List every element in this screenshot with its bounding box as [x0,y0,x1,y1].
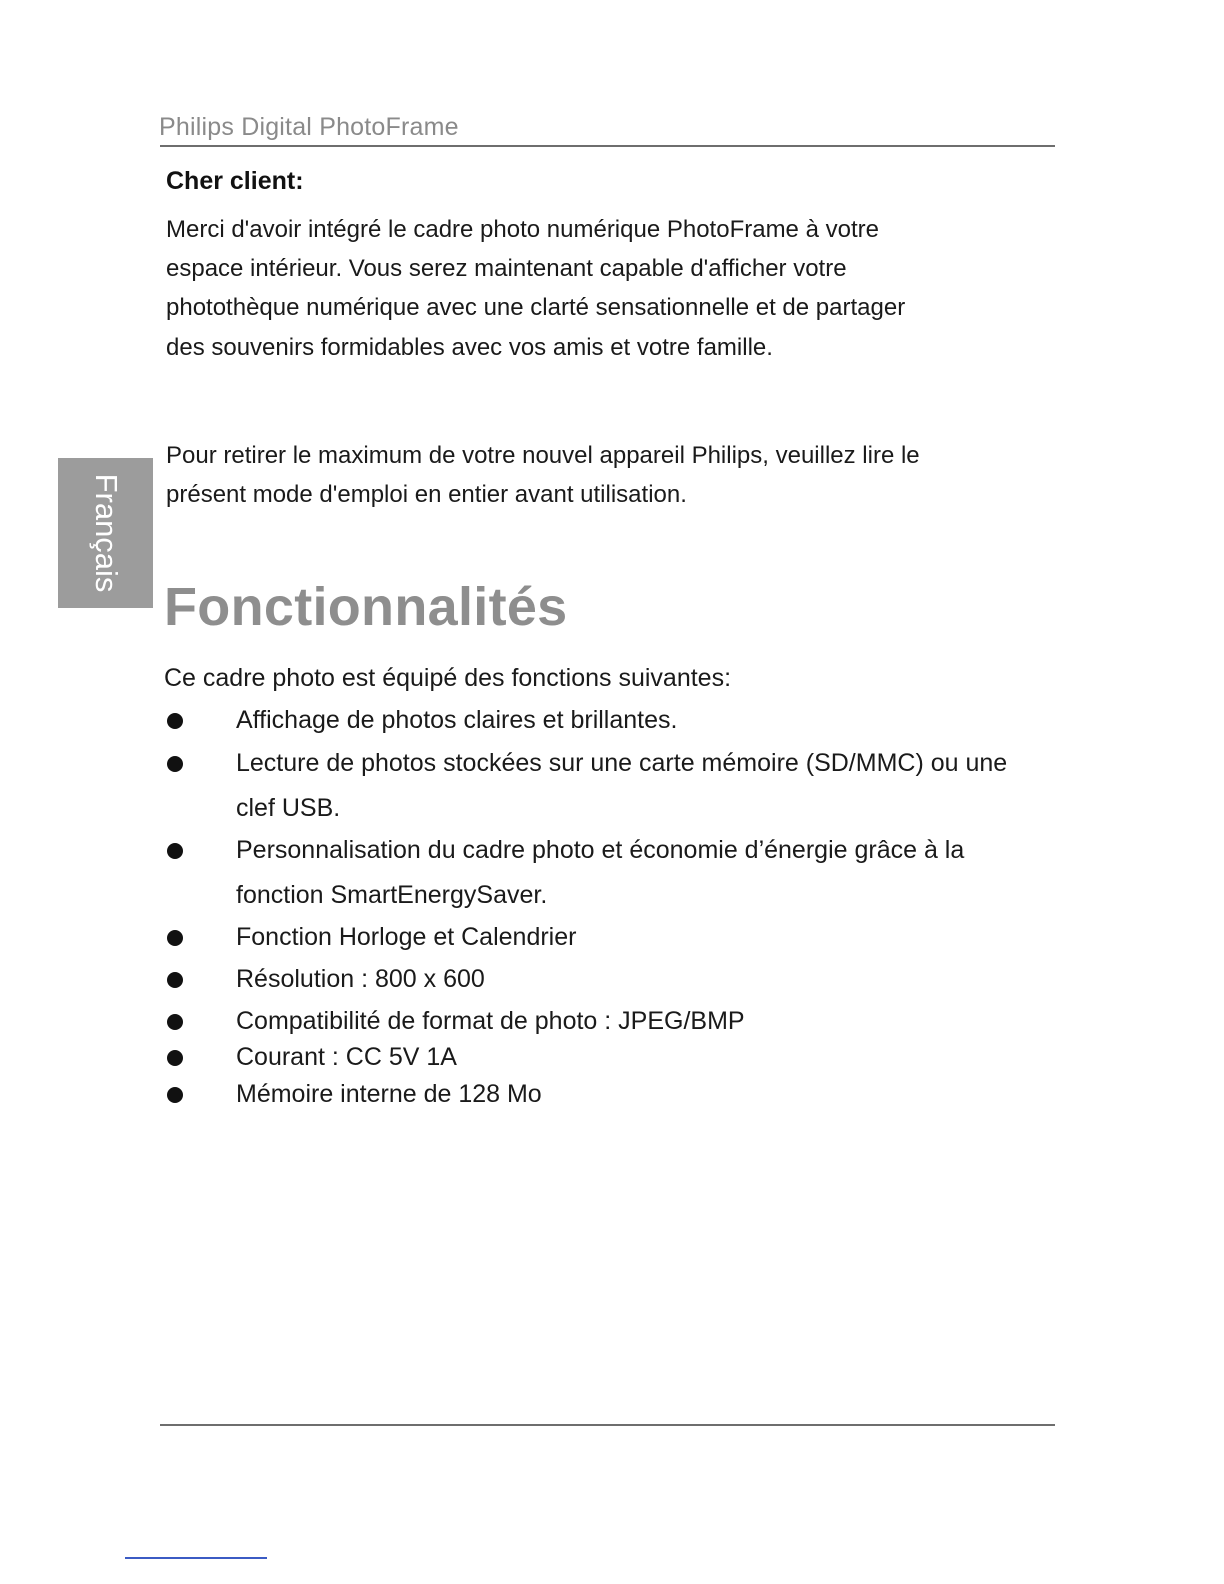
feature-text: Compatibilité de format de photo : JPEG/BMP [236,1007,745,1035]
bullet-icon [167,713,183,729]
intro-paragraph-2: Pour retirer le maximum de votre nouvel appareil Philips, veuillez lire le présent mode d'emploi en entier avant utilisation. [166,442,920,509]
bullet-icon [167,843,183,859]
intro-paragraph-1: Merci d'avoir intégré le cadre photo numérique PhotoFrame à votre espace intérieur. Vous serez maintenant capable d'afficher votre photothèque numérique avec une clarté sensationnelle et de partager des souvenirs formidables avec vos amis et votre famille. [166,216,906,361]
header-rule [160,145,1055,147]
greeting: Cher client: [166,167,304,195]
feature-text: Fonction Horloge et Calendrier [236,923,577,951]
language-tab-label: Français [88,473,124,593]
bullet-icon [167,972,183,988]
feature-text: Mémoire interne de 128 Mo [236,1080,542,1108]
bullet-icon [167,930,183,946]
bullet-icon [167,1014,183,1030]
footer-link-underline [125,1557,267,1559]
section-title: Fonctionnalités [164,577,568,637]
bullet-icon [167,1087,183,1103]
running-header-title: Philips Digital PhotoFrame [159,113,459,141]
feature-text: Affichage de photos claires et brillantes. [236,706,678,734]
bullet-icon [167,756,183,772]
language-tab [58,458,153,608]
feature-text: Résolution : 800 x 600 [236,965,485,993]
features-lead: Ce cadre photo est équipé des fonctions suivantes: [164,664,732,692]
feature-text: Personnalisation du cadre photo et économie d’énergie grâce à la fonction SmartEnergySaver. [236,836,965,909]
feature-text: Courant : CC 5V 1A [236,1043,457,1071]
footer-rule [160,1424,1055,1426]
feature-text: Lecture de photos stockées sur une carte mémoire (SD/MMC) ou une clef USB. [236,749,1008,822]
bullet-icon [167,1050,183,1066]
